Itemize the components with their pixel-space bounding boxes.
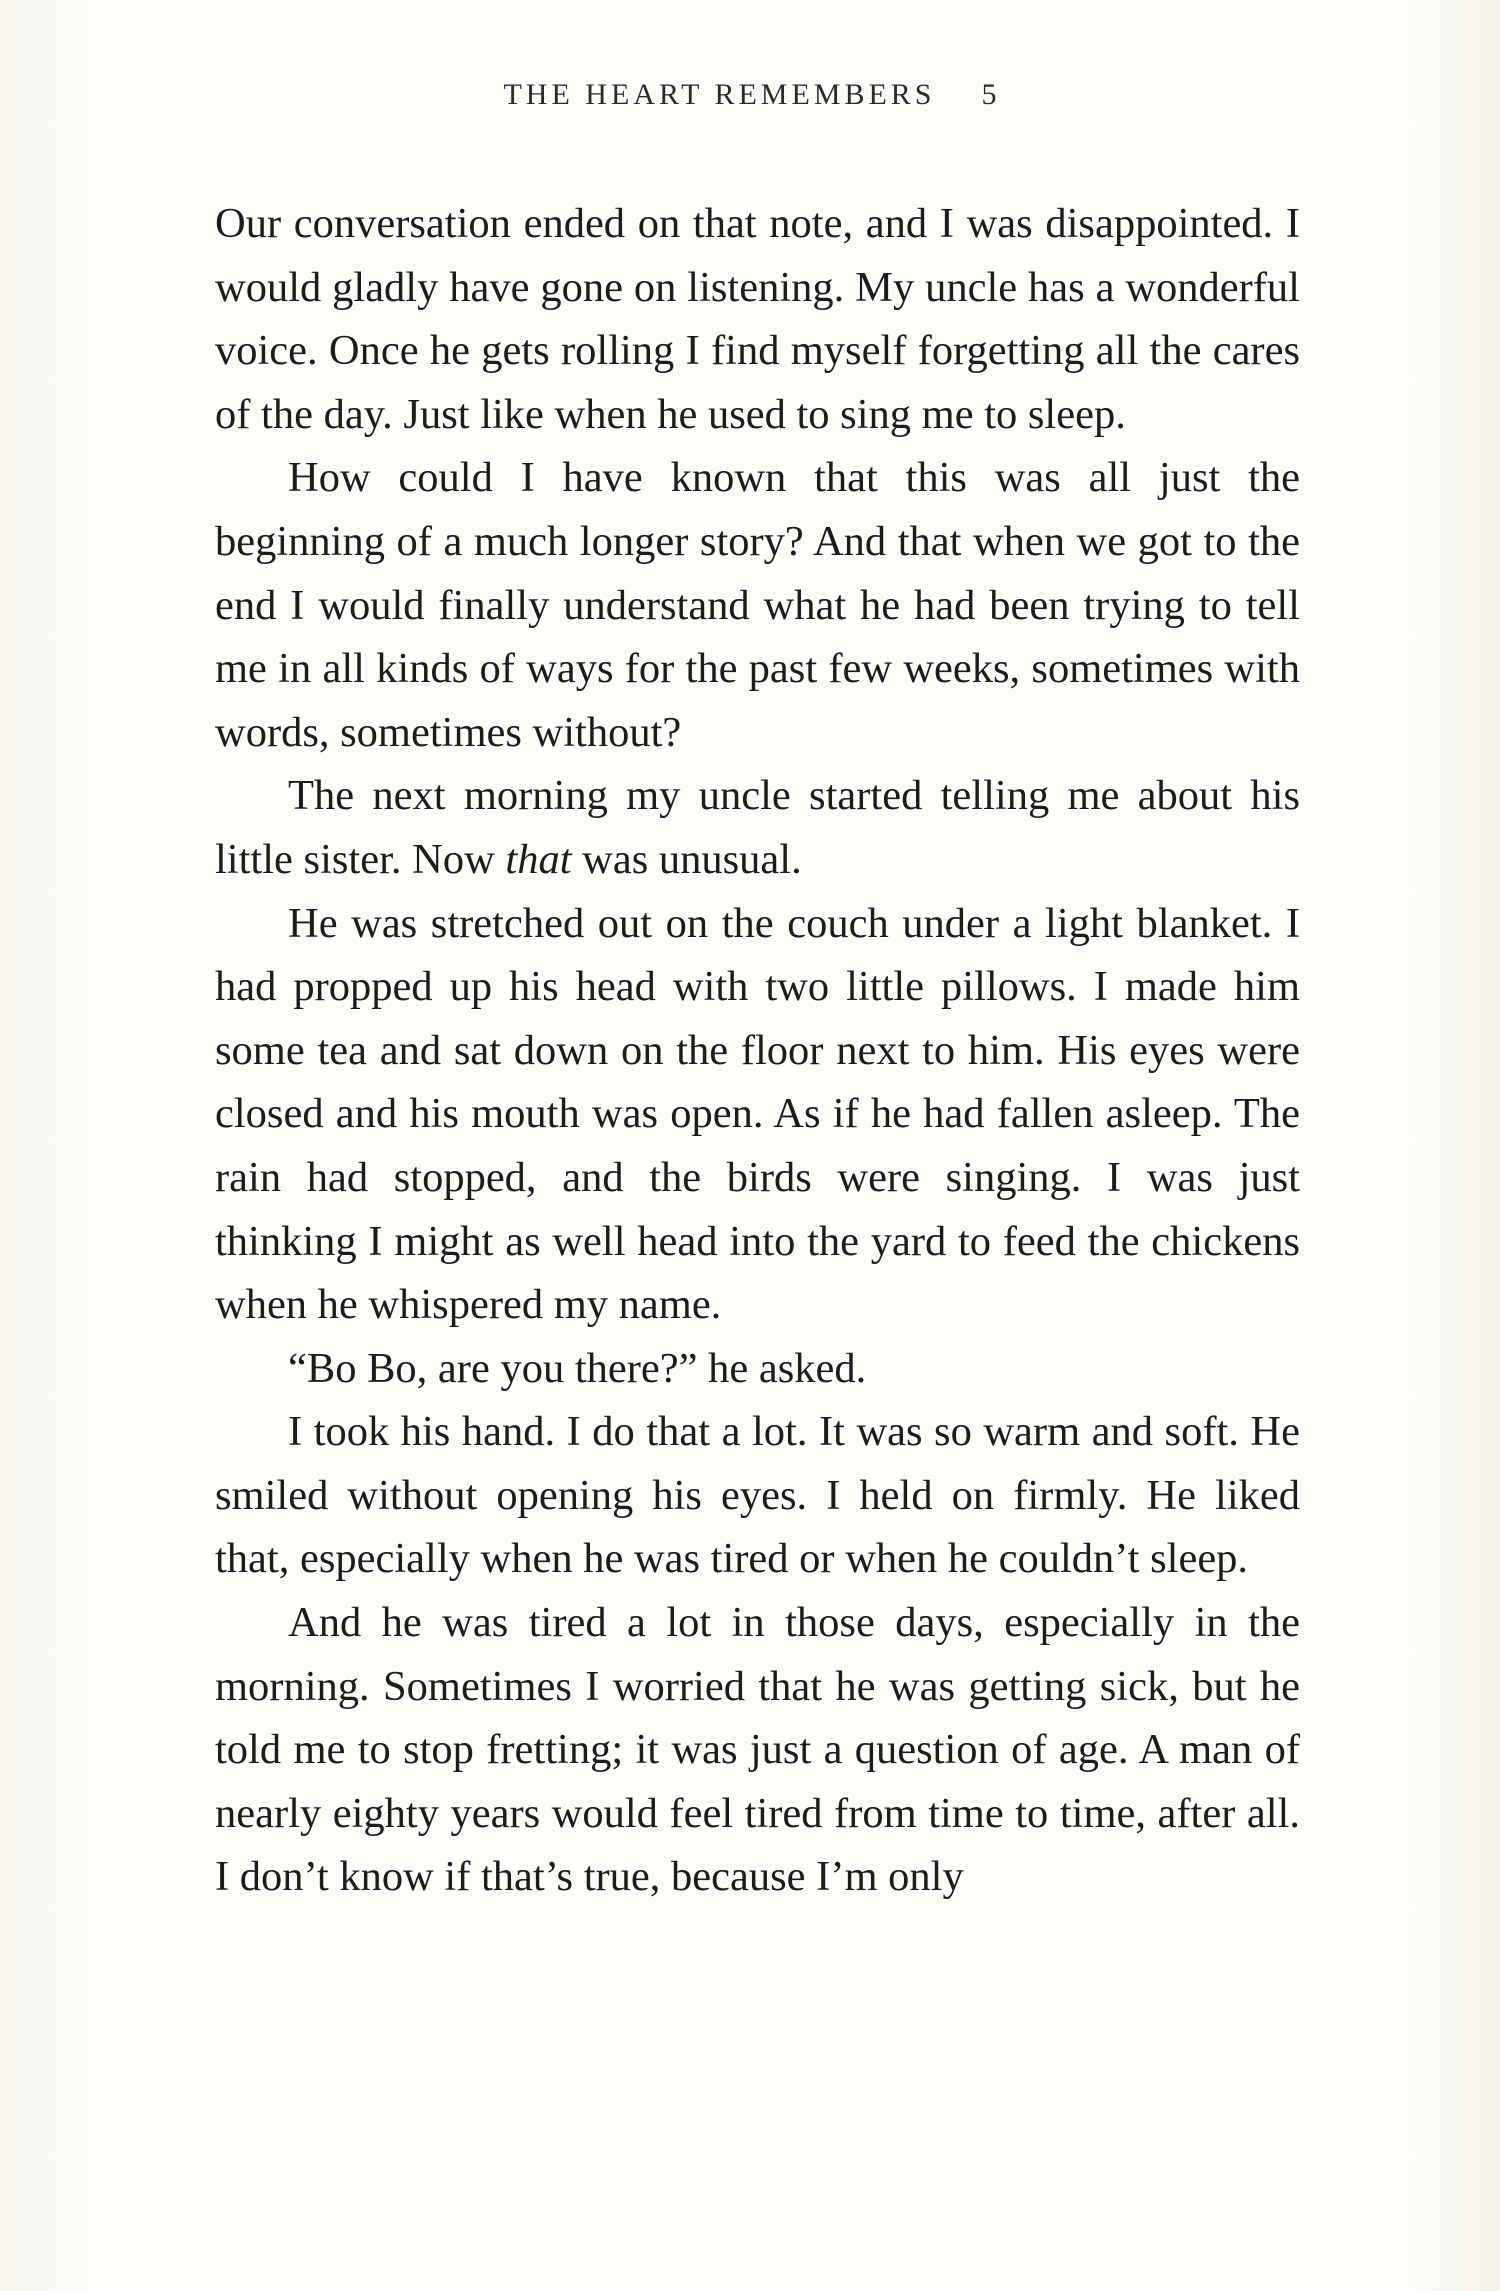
running-title: THE HEART REMEMBERS (503, 78, 936, 111)
italic-emphasis: that (505, 835, 572, 883)
paragraph-text: The next morning my uncle started telling me about his little sister. Now (215, 772, 1300, 883)
paragraph-text: was unusual. (571, 835, 802, 883)
paragraph: And he was tired a lot in those days, especially in the morning. Sometimes I worried that he was getting sick, but he told me to stop fretting; it was just a question of age. A man of nearly eighty years would feel tired from time to time, after all. I don’t know if that’s true, because I’m only (215, 1599, 1300, 1901)
body-text (215, 192, 1300, 1909)
paragraph: How could I have known that this was all just the beginning of a much longer story? And that when we got to the end I would finally understand what he had been trying to tell me in all kinds of ways for the past few weeks, sometimes with words, sometimes without? (215, 454, 1300, 756)
paragraph: I took his hand. I do that a lot. It was so warm and soft. He smiled without opening his eyes. I held on firmly. He liked that, especially when he was tired or when he couldn’t sleep. (215, 1408, 1300, 1583)
running-header (0, 78, 1500, 112)
paragraph: He was stretched out on the couch under a light blanket. I had propped up his head with two little pillows. I made him some tea and sat down on the floor next to him. His eyes were closed and his mouth was open. As if he had fallen asleep. The rain had stopped, and the birds were singing. I was just thinking I might as well head into the yard to feed the chickens when he whispered my name. (215, 899, 1300, 1329)
page-number: 5 (981, 78, 997, 111)
paragraph: Our conversation ended on that note, and I was disappointed. I would gladly have gone on listening. My uncle has a wonderful voice. Once he gets rolling I find myself forgetting all the cares of the day. Just like when he used to sing me to sleep. (215, 200, 1300, 438)
paragraph (215, 764, 1300, 891)
paragraph: “Bo Bo, are you there?” he asked. (288, 1344, 867, 1392)
